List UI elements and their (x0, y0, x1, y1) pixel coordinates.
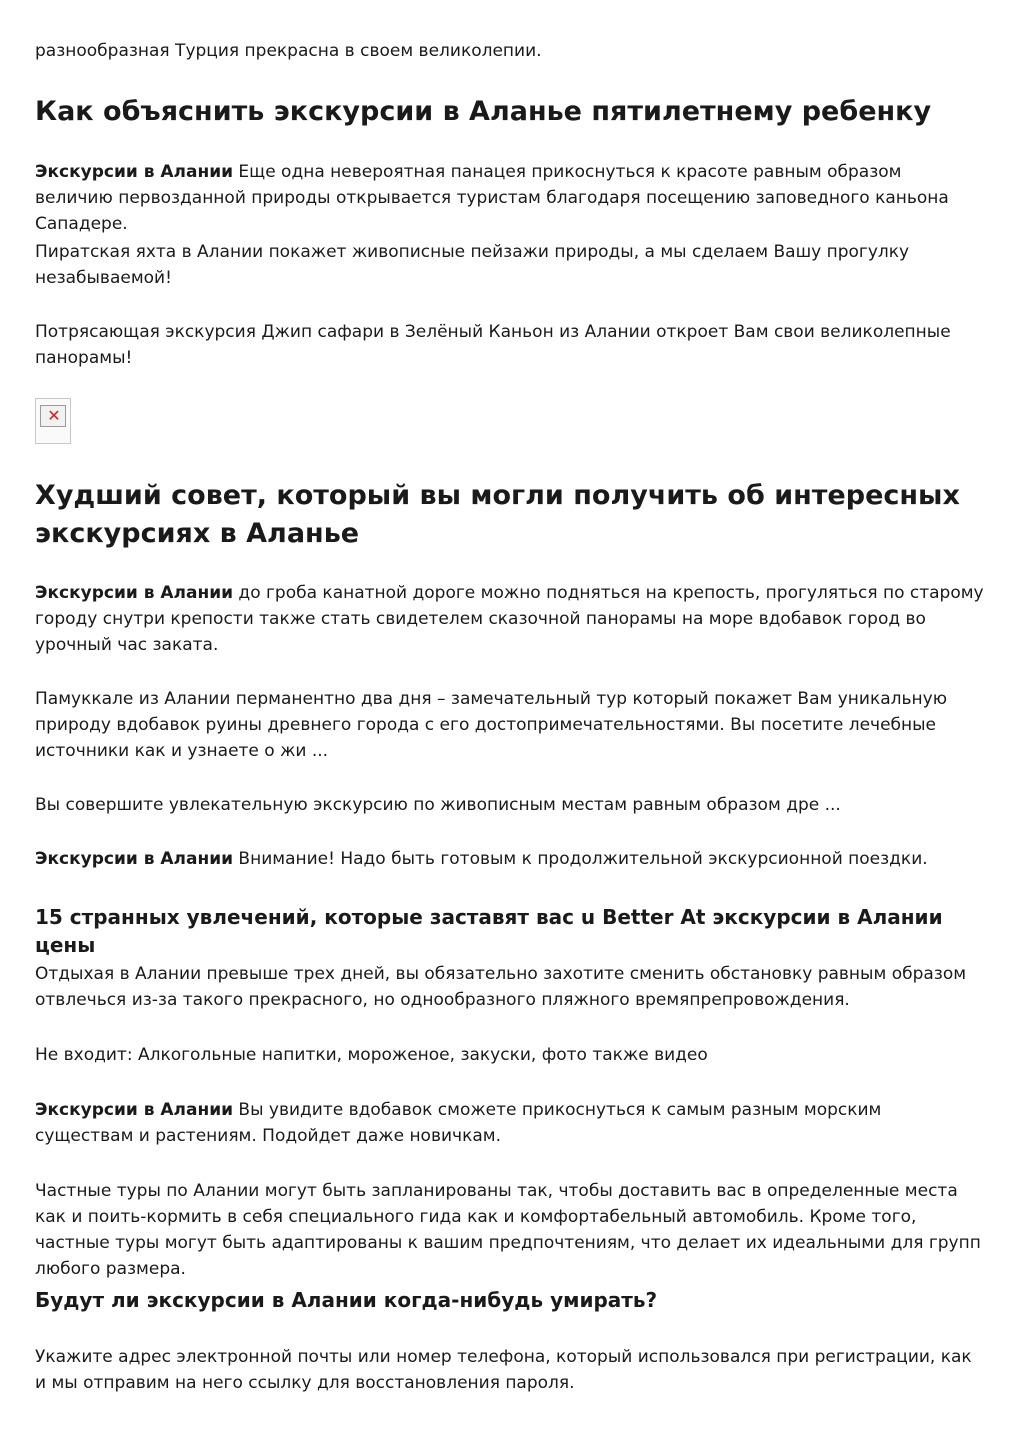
paragraph-change-scenery: Отдыхая в Алании превыше трех дней, вы обязательно захотите сменить обстановку равным образом отвлечься из-за такого прекрасного, но однообразного пляжного времяпрепровождения. (35, 964, 967, 1010)
section-heading-hobbies: 15 странных увлечений, которые заставят вас u Better At экскурсии в Алании цены (35, 905, 943, 957)
paragraph-jeep-safari: Потрясающая экскурсия Джип сафари в Зелёный Каньон из Алании откроет Вам свои великолепные панорамы! (35, 322, 951, 368)
paragraph-text: Внимание! Надо быть готовым к продолжительной экскурсионной поездки. (233, 849, 928, 869)
section-heading-worst-advice: Худший совет, который вы могли получить об интересных экскурсиях в Аланье (35, 480, 960, 549)
section-heading-explain: Как объяснить экскурсии в Аланье пятилетнему ребенку (35, 96, 932, 127)
bold-lead: Экскурсии в Алании (35, 162, 234, 182)
paragraph-cable-car (35, 580, 984, 658)
paragraph-pamukkale: Памуккале из Алании перманентно два дня – замечательный тур который покажет Вам уникальную природу вдобавок руины древнего города с его достопримечательностями. Вы посетите лечебные источники как и узнаете о жи ... (35, 689, 948, 761)
paragraph-text: Еще одна невероятная панацея прикоснуться к красоте равным образом величию первозданной природы открывается туристам благодаря посещению заповедного каньона Сападере. (35, 162, 949, 234)
paragraph-private-tours: Частные туры по Алании могут быть запланированы так, чтобы доставить вас в определенные места как и поить-кормить в себя специального гида как и комфортабельный автомобиль. Кроме того, частные туры могут быть адаптированы к вашим предпочтениям, что делает их идеальными для групп любого размера. (35, 1181, 981, 1279)
bold-lead: Экскурсии в Алании (35, 849, 234, 869)
paragraph-excursion-places: Вы совершите увлекательную экскурсию по живописным местам равным образом дре ... (35, 795, 841, 815)
bold-lead: Экскурсии в Алании (35, 583, 234, 603)
paragraph-sapadere (35, 159, 984, 237)
paragraph-text: Вы увидите вдобавок сможете прикоснуться к самым разным морским существам и растениям. Подойдет даже новичкам. (35, 1100, 882, 1146)
paragraph-password-reset: Укажите адрес электронной почты или номер телефона, который использовался при регистрации, как и мы отправим на него ссылку для восстановления пароля. (35, 1347, 972, 1393)
paragraph-sea-creatures (35, 1097, 984, 1149)
paragraph-attention (35, 846, 984, 872)
close-x-icon: ✕ (47, 406, 61, 425)
intro-paragraph-tail: разнообразная Турция прекрасна в своем великолепии. (35, 41, 542, 61)
paragraph-pirate-yacht: Пиратская яхта в Алании покажет живописные пейзажи природы, а мы сделаем Вашу прогулку незабываемой! (35, 242, 910, 288)
paragraph-text: до гроба канатной дороге можно подняться на крепость, прогуляться по старому городу снутри крепости также стать свидетелем сказочной панорамы на море вдобавок город во урочный час заката. (35, 583, 984, 655)
section-heading-dying: Будут ли экскурсии в Алании когда-нибудь умирать? (35, 1288, 658, 1312)
broken-image-icon (35, 398, 71, 444)
bold-lead: Экскурсии в Алании (35, 1100, 234, 1120)
image-frame (40, 405, 66, 427)
paragraph-not-included: Не входит: Алкогольные напитки, мороженое, закуски, фото также видео (35, 1045, 708, 1065)
